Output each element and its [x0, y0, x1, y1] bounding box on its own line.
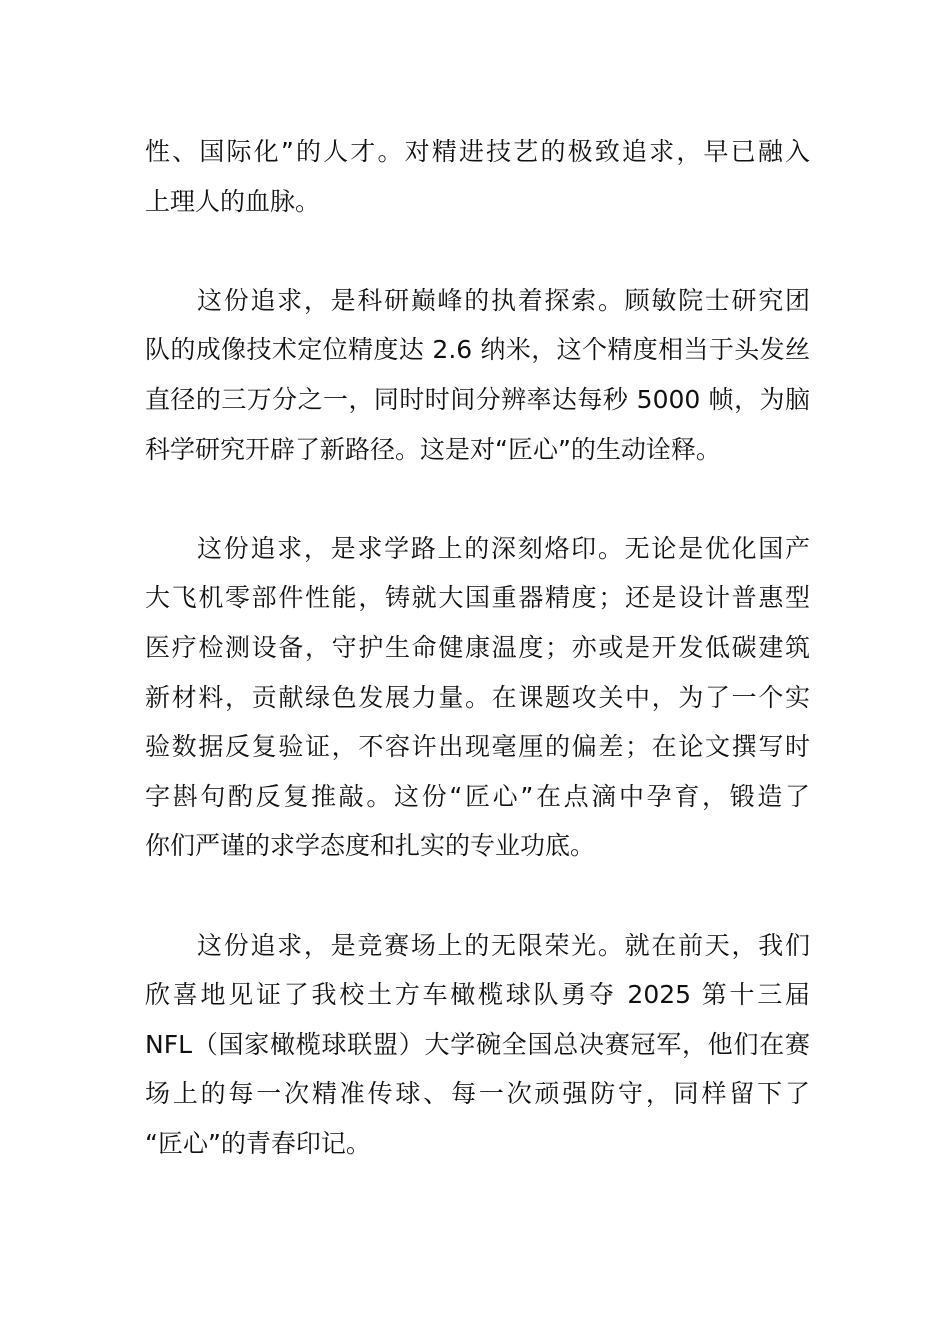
paragraph-3 — [145, 524, 810, 871]
document-body — [145, 127, 810, 1218]
paragraph-line: 这份追求，是竞赛场上的无限荣光。就在前天，我们 — [197, 930, 810, 960]
paragraph-line: 场上的每一次精准传球、每一次顽强防守，同样留下了 — [145, 1079, 810, 1109]
paragraph-line: 大飞机零部件性能，铸就大国重器精度；还是设计普惠型 — [145, 583, 810, 613]
paragraph-line: 新材料，贡献绿色发展力量。在课题攻关中，为了一个实 — [145, 682, 810, 712]
paragraph-line: 字斟句酌反复推敲。这份“匠心”在点滴中孕育，锻造了 — [145, 781, 810, 811]
paragraph-line: 队的成像技术定位精度达 2.6 纳米，这个精度相当于头发丝 — [145, 335, 810, 365]
paragraph-4 — [145, 921, 810, 1169]
paragraph-line: “匠心”的青春印记。 — [145, 1128, 371, 1158]
paragraph-line: 你们严谨的求学态度和扎实的专业功底。 — [145, 831, 596, 861]
paragraph-line: 这份追求，是求学路上的深刻烙印。无论是优化国产 — [197, 533, 810, 563]
paragraph-line: 科学研究开辟了新路径。这是对“匠心”的生动诠释。 — [145, 434, 721, 464]
paragraph-line: 欣喜地见证了我校土方车橄榄球队勇夺 2025 第十三届 — [145, 980, 810, 1010]
paragraph-line: 这份追求，是科研巅峰的执着探索。顾敏院士研究团 — [197, 285, 810, 315]
paragraph-line: 直径的三万分之一，同时时间分辨率达每秒 5000 帧，为脑 — [145, 384, 810, 414]
paragraph-line: NFL（国家橄榄球联盟）大学碗全国总决赛冠军，他们在赛 — [145, 1029, 810, 1059]
paragraph-2 — [145, 276, 810, 474]
paragraph-1 — [145, 127, 810, 226]
paragraph-line: 性、国际化”的人才。对精进技艺的极致追求，早已融入 — [145, 137, 810, 166]
paragraph-line: 医疗检测设备，守护生命健康温度；亦或是开发低碳建筑 — [145, 632, 810, 662]
paragraph-line: 上理人的血脉。 — [145, 186, 321, 216]
paragraph-line: 验数据反复验证，不容许出现毫厘的偏差；在论文撰写时 — [145, 732, 810, 762]
